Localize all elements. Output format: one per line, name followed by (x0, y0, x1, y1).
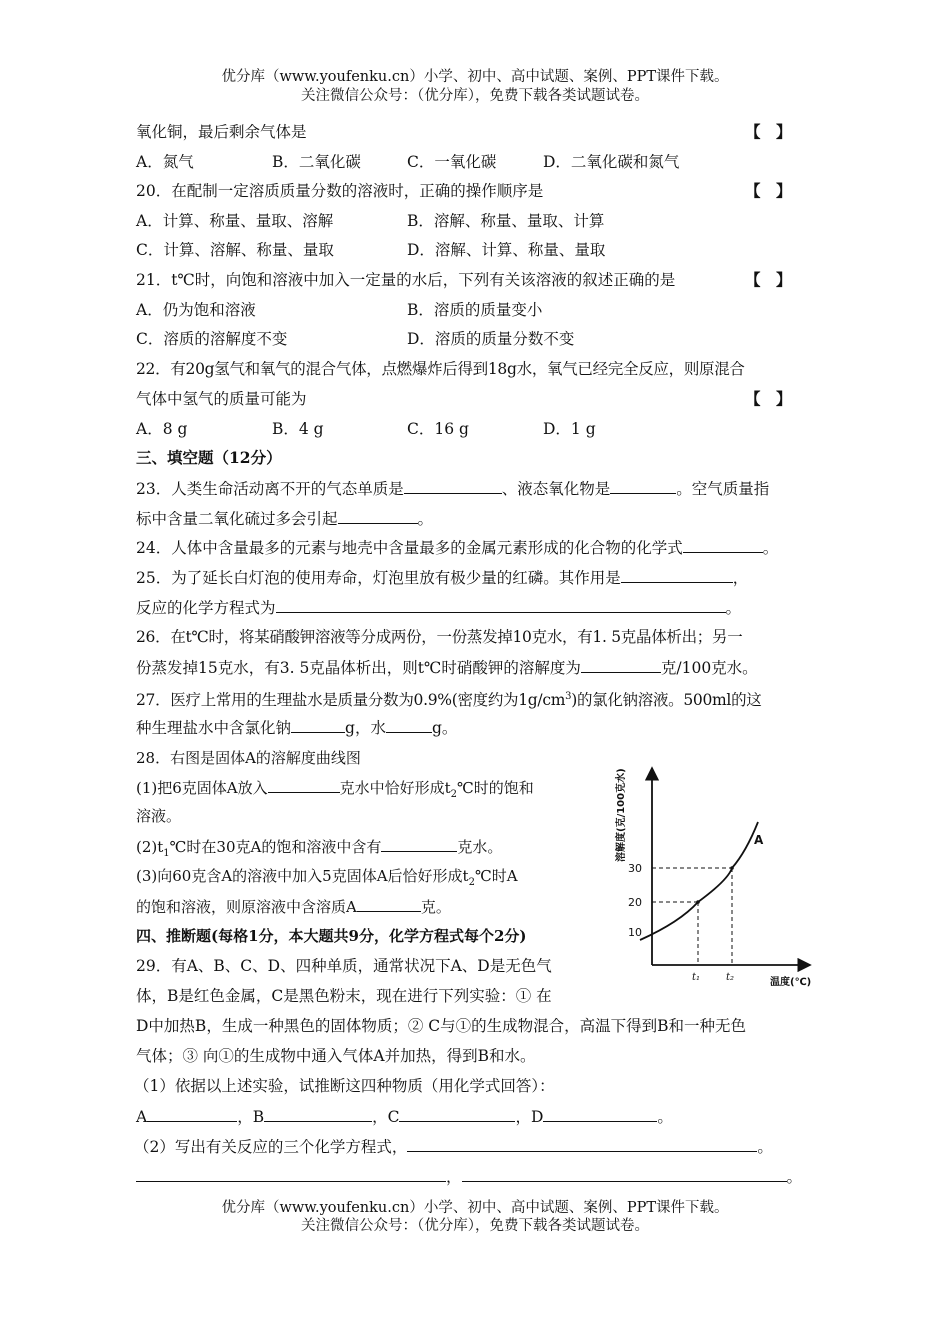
q20-bracket: 【 】 (745, 181, 792, 200)
q25-text-4: 。 (725, 599, 742, 617)
q28-part-3-line-2 (136, 896, 451, 917)
q23-text-5: 。 (417, 510, 434, 528)
q28-part-1-line-1 (136, 777, 534, 805)
q19-option-c: C．一氧化碳 (407, 153, 497, 171)
q27-text-5: g。 (431, 719, 458, 737)
q28-s2-text-b: ℃时在30克A的饱和溶液中含有 (169, 838, 382, 856)
q22-option-d: D．1 g (543, 420, 596, 438)
q27-superscript: 3 (565, 691, 572, 702)
q28-part-3-line-1 (136, 866, 518, 893)
q27-line-2 (136, 717, 457, 738)
section-4-title: 四、推断题(每格1分，本大题共9分，化学方程式每个2分) (136, 927, 527, 945)
q29-text-7-end: 。 (786, 1168, 803, 1186)
header-line-2: 关注微信公众号：（优分库），免费下载各类试题试卷。 (301, 88, 649, 104)
q25-blank-2[interactable] (276, 597, 726, 613)
footer-line-1: 优分库（www.youfenku.cn）小学、初中、高中试题、案例、PPT课件下载。 (221, 1200, 729, 1216)
x-tick-label-t2: t₂ (726, 972, 735, 983)
q28-stem: 28．右图是固体A的溶解度曲线图 (136, 749, 361, 767)
q29-blank-eq3[interactable] (462, 1166, 787, 1182)
q29-blank-c[interactable] (399, 1106, 515, 1122)
q25-line-1 (136, 567, 748, 588)
q28-s3-text-b: ℃时A (474, 867, 518, 885)
q26-line-1: 26．在t℃时，将某硝酸钾溶液等分成两份，一份蒸发掉10克水，有1. 5克晶体析出；另一 (136, 628, 743, 646)
q25-text-2: ， (732, 569, 749, 587)
q29-line-5: （1）依据以上述实验，试推断这四种物质（用化学式回答）： (134, 1077, 555, 1095)
q20-option-c: C．计算、溶解、称量、量取 (136, 241, 334, 259)
q22-option-a: A．8 g (136, 420, 188, 438)
q20-option-a: A．计算、称量、量取、溶解 (136, 212, 334, 230)
q26-line-2 (136, 657, 758, 678)
q20-option-b: B．溶解、称量、量取、计算 (407, 212, 605, 230)
q25-text-3: 反应的化学方程式为 (136, 599, 276, 617)
q28-blank-3[interactable] (357, 896, 421, 912)
q28-part-1-line-2: 溶液。 (136, 807, 182, 825)
q28-s1-sub: 2 (450, 789, 458, 800)
q25-line-2 (136, 597, 741, 618)
q29-line-1: 29．有A、B、C、D、四种单质，通常状况下A、D是无色气 (136, 957, 552, 975)
q22-line-1: 22．有20g氢气和氧气的混合气体，点燃爆炸后得到18g水，氧气已经完全反应，则原混合 (136, 360, 745, 378)
q23-text-3: 。空气质量指 (676, 480, 770, 498)
q22-option-c: C．16 g (407, 420, 469, 438)
q29-line-2: 体，B是红色金属，C是黑色粉末，现在进行下列实验：① 在 (136, 987, 552, 1005)
q22-line-2: 气体中氢气的质量可能为 (136, 390, 307, 408)
q28-blank-2[interactable] (381, 836, 457, 852)
q28-part-2 (136, 836, 502, 864)
q28-s2-sub: 1 (163, 848, 170, 859)
y-tick-label-30: 30 (628, 862, 642, 875)
q23-blank-3[interactable] (338, 508, 418, 524)
q29-blank-eq1[interactable] (407, 1136, 757, 1152)
q20-stem: 20．在配制一定溶质质量分数的溶液时，正确的操作顺序是 (136, 182, 544, 200)
q29-label-d: ，D (515, 1108, 544, 1126)
q27-blank-2[interactable] (386, 717, 432, 733)
section-3-title: 三、填空题（12分） (136, 448, 282, 467)
q27-text-3: 种生理盐水中含氯化钠 (136, 719, 292, 737)
q29-label-c: ，C (372, 1108, 400, 1126)
q23-text-4: 标中含量二氧化硫过多会引起 (136, 510, 338, 528)
q29-line-4: 气体；③ 向①的生成物中通入气体A并加热，得到B和水。 (136, 1047, 536, 1065)
q21-option-d: D．溶质的质量分数不变 (407, 330, 575, 348)
q28-s2-text-c: 克水。 (457, 838, 503, 856)
q28-s1-text-a: (1)把6克固体A放入 (136, 779, 268, 797)
q29-blank-a[interactable] (147, 1106, 237, 1122)
q19-bracket: 【 】 (745, 122, 792, 141)
q22-option-b: B．4 g (272, 420, 324, 438)
q22-bracket: 【 】 (745, 389, 792, 408)
q26-text-2: 克/100克水。 (660, 659, 758, 677)
q21-stem: 21．t℃时，向饱和溶液中加入一定量的水后，下列有关该溶液的叙述正确的是 (136, 271, 676, 289)
q29-label-a: A (136, 1108, 148, 1126)
q27-text-2: )的氯化钠溶液。500ml的这 (571, 691, 762, 710)
q29-text-6-end: 。 (757, 1138, 773, 1156)
q27-line-1 (136, 687, 762, 710)
q21-option-a: A．仍为饱和溶液 (136, 301, 256, 319)
q28-s1-text-c: ℃时的饱和 (457, 779, 534, 797)
q27-text-1: 27．医疗上常用的生理盐水是质量分数为0.9%(密度约为1g/cm (136, 691, 566, 710)
q24-text-2: 。 (762, 539, 779, 557)
q29-line-3: D中加热B，生成一种黑色的固体物质；② C与①的生成物混合，高温下得到B和一种无色 (136, 1017, 746, 1035)
q29-label-end: 。 (657, 1108, 673, 1126)
footer-line-2: 关注微信公众号：（优分库），免费下载各类试题试卷。 (301, 1218, 649, 1234)
q28-s2-text-a: (2)t (136, 838, 164, 856)
q23-blank-2[interactable] (610, 478, 676, 494)
header-line-1: 优分库（www.youfenku.cn）小学、初中、高中试题、案例、PPT课件下载。 (221, 69, 729, 85)
solubility-curve-a (640, 822, 758, 940)
q19-option-b: B．二氧化碳 (272, 153, 361, 171)
q29-blank-b[interactable] (264, 1106, 372, 1122)
q20-option-d: D．溶解、计算、称量、量取 (407, 241, 606, 259)
q19-option-a: A．氮气 (136, 153, 194, 171)
y-axis-label: 溶解度(克/100克水) (616, 768, 627, 862)
q29-blank-d[interactable] (543, 1106, 657, 1122)
q24-blank[interactable] (683, 537, 763, 553)
q29-label-b: ，B (237, 1108, 265, 1126)
q23-text-2: 、液态氧化物是 (501, 480, 611, 498)
q19-tail: 氧化铜，最后剩余气体是 (136, 123, 307, 141)
series-label-a: A (754, 833, 764, 847)
point-t2 (730, 866, 734, 870)
q27-blank-1[interactable] (291, 717, 345, 733)
q28-blank-1[interactable] (268, 777, 340, 793)
q29-blank-eq2[interactable] (136, 1166, 446, 1182)
q25-text-1: 25．为了延长白灯泡的使用寿命，灯泡里放有极少量的红磷。其作用是 (136, 569, 621, 587)
q26-blank[interactable] (581, 657, 661, 673)
q25-blank-1[interactable] (621, 567, 733, 583)
q26-text-1: 份蒸发掉15克水，有3. 5克晶体析出，则t℃时硝酸钾的溶解度为 (136, 659, 581, 677)
q28-s3-text-c: 的饱和溶液，则原溶液中含溶质A (136, 898, 357, 916)
y-tick-label-20: 20 (628, 896, 642, 909)
q21-option-c: C．溶质的溶解度不变 (136, 330, 288, 348)
q23-blank-1[interactable] (404, 478, 502, 494)
q29-line-6 (134, 1136, 773, 1157)
q29-line-7 (136, 1166, 802, 1187)
q23-text-1: 23．人类生命活动离不开的气态单质是 (136, 480, 404, 498)
q29-text-7-mid: ， (446, 1168, 462, 1186)
q28-s3-sub: 2 (468, 877, 475, 888)
q28-s1-text-b: 克水中恰好形成t (339, 779, 451, 797)
q23-line-1 (136, 478, 769, 499)
q28-s3-text-d: 克。 (420, 898, 451, 916)
q21-bracket: 【 】 (745, 270, 792, 289)
x-axis-label: 温度(℃) (770, 977, 812, 988)
q23-line-2 (136, 508, 433, 529)
q29-text-6: （2）写出有关反应的三个化学方程式， (134, 1138, 408, 1156)
q19-option-d: D．二氧化碳和氮气 (543, 153, 680, 171)
q21-option-b: B．溶质的质量变小 (407, 301, 543, 319)
q24-text-1: 24．人体中含量最多的元素与地壳中含量最多的金属元素形成的化合物的化学式 (136, 539, 683, 557)
q28-s3-text-a: (3)向60克含A的溶液中加入5克固体A后恰好形成t (136, 867, 469, 885)
x-tick-label-t1: t₁ (692, 972, 701, 983)
solubility-chart (600, 740, 830, 990)
y-tick-label-10: 10 (628, 926, 642, 939)
q29-answers-line (136, 1106, 673, 1127)
q27-text-4: g，水 (345, 719, 386, 737)
point-t1 (696, 900, 700, 904)
q24-line (136, 537, 778, 558)
